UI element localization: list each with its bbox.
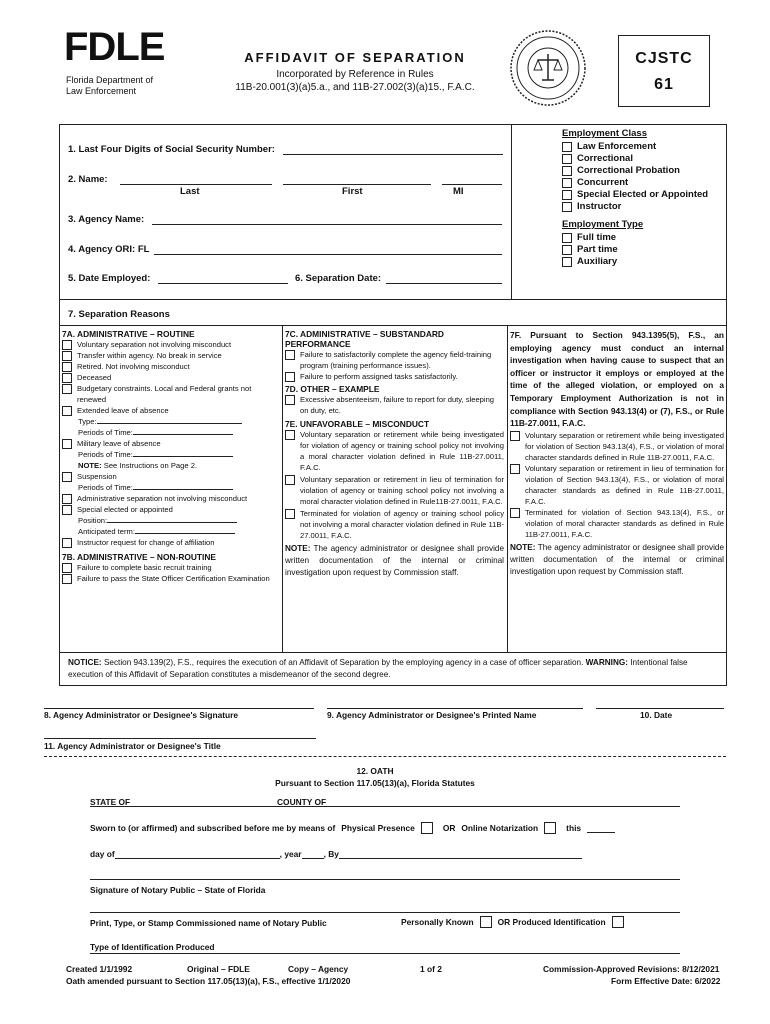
footer-original: Original – FDLE — [187, 964, 250, 974]
transfer-checkbox[interactable] — [62, 351, 72, 361]
7e-voluntary-lieu-checkbox[interactable] — [285, 475, 295, 485]
special-elected-checkbox[interactable] — [562, 190, 572, 200]
admin-separation-checkbox[interactable] — [62, 494, 72, 504]
divider — [59, 325, 727, 326]
date-line[interactable] — [596, 708, 724, 709]
signature-label: 8. Agency Administrator or Designee's Signature — [44, 710, 239, 720]
voluntary-separation-checkbox[interactable] — [62, 340, 72, 350]
employed-label: 5. Date Employed: — [68, 273, 151, 284]
online-notarization-checkbox[interactable] — [544, 822, 556, 834]
7e-terminated-checkbox[interactable] — [285, 509, 295, 519]
divider — [511, 124, 512, 299]
divider — [282, 325, 283, 652]
by-field[interactable] — [339, 850, 582, 859]
physical-presence-checkbox[interactable] — [421, 822, 433, 834]
instructor-affiliation-checkbox[interactable] — [62, 538, 72, 548]
correctional-probation-checkbox[interactable] — [562, 166, 572, 176]
assigned-tasks-checkbox[interactable] — [285, 372, 295, 382]
7f-voluntary-lieu-checkbox[interactable] — [510, 464, 520, 474]
id-type-line[interactable] — [90, 953, 680, 954]
state-seal-icon — [508, 28, 588, 108]
law-enforcement-checkbox[interactable] — [562, 142, 572, 152]
signature-line[interactable] — [44, 708, 314, 709]
agency-label: 3. Agency Name: — [68, 214, 145, 225]
state-county-line[interactable] — [90, 806, 680, 807]
svg-text:FDLE: FDLE — [64, 26, 165, 66]
auxiliary-checkbox[interactable] — [562, 257, 572, 267]
full-time-checkbox[interactable] — [562, 233, 572, 243]
field-training-checkbox[interactable] — [285, 350, 295, 360]
day-row: day of , year , By — [90, 849, 582, 859]
footer-effective: Form Effective Date: 6/2022 — [611, 976, 721, 986]
7f-terminated-checkbox[interactable] — [510, 508, 520, 518]
id-type-label: Type of Identification Produced — [90, 942, 215, 952]
name-label: 2. Name: — [68, 174, 108, 185]
mi-label: MI — [453, 186, 464, 197]
concurrent-checkbox[interactable] — [562, 178, 572, 188]
leave-periods-field[interactable] — [133, 427, 233, 435]
title-label: 11. Agency Administrator or Designee's Title — [44, 741, 221, 751]
position-field[interactable] — [107, 515, 237, 523]
notice: NOTICE: Section 943.139(2), F.S., requires the execution of an Affidavit of Separation by the employing agency in a case of officer separation. WARNING: Intentional false execution of this Affidavit of Separation constitutes a misdemeanor of the second degree. — [68, 658, 688, 679]
military-leave-checkbox[interactable] — [62, 439, 72, 449]
retired-checkbox[interactable] — [62, 362, 72, 372]
oath-separator — [44, 756, 726, 757]
anticipated-term-field[interactable] — [135, 526, 235, 534]
7e-voluntary-investigated-checkbox[interactable] — [285, 430, 295, 440]
divider — [59, 652, 727, 653]
form-code-box: CJSTC 61 — [618, 35, 710, 107]
page-number: 1 of 2 — [420, 964, 442, 974]
special-elected-reason-checkbox[interactable] — [62, 505, 72, 515]
footer-copy: Copy – Agency — [288, 964, 349, 974]
date-label: 10. Date — [640, 710, 673, 720]
sworn-row: Sworn to (or affirmed) and subscribed before me by means of Physical Presence OR Online Notarization this — [90, 822, 615, 834]
budgetary-checkbox[interactable] — [62, 384, 72, 394]
notary-name-label: Print, Type, or Stamp Commissioned name of Notary Public — [90, 918, 327, 928]
7f-voluntary-investigated-checkbox[interactable] — [510, 431, 520, 441]
first-name-field[interactable] — [283, 173, 431, 185]
footer-oath-amended: Oath amended pursuant to Section 117.05(13)(a), F.S., effective 1/1/2020 — [66, 976, 351, 986]
last-label: Last — [180, 186, 200, 197]
org-name: Florida Department of Law Enforcement — [66, 75, 154, 96]
printed-name-label: 9. Agency Administrator or Designee's Printed Name — [327, 710, 537, 720]
first-label: First — [342, 186, 363, 197]
ssn-field[interactable] — [283, 143, 503, 155]
personally-known-checkbox[interactable] — [480, 916, 492, 928]
county-label: COUNTY OF — [277, 797, 327, 807]
employment-class: Employment Class Law Enforcement Correctional Correctional Probation Concurrent Special Elected or Appointed Instructor Employment Type Full time Part time Auxiliary — [562, 128, 709, 267]
leave-type-field[interactable] — [97, 416, 242, 424]
mi-field[interactable] — [442, 173, 502, 185]
column-7c: 7C. ADMINISTRATIVE – SUBSTANDARD PERFORMANCE Failure to satisfactorily complete the agency field-training program (training performance issues). Failure to perform assigned tasks satisfactorily. 7D. OTHER – EXAMPLE Excessive absenteeism, failure to report for duty, sleeping on duty, etc. 7E. UNFAVORABLE – MISCONDUCT Voluntary separation or retirement while being investigated for violation of agency or training school policy not involving a moral character violation defined in Rule 11B-27.0011, F.A.C. Voluntary separation or retirement in lieu of termination for violation of agency or training school policy not involving a moral character violation defined in Rule11B-27.0011, F.A.C. Terminated for violation of agency or training school policy not involving a moral character violation defined in Rule 11B-27.0011, F.A.C. NOTE: The agency administrator or designee shall provide written documentation of the internal or criminal investigation upon request by Commission staff. — [285, 329, 504, 577]
title-line[interactable] — [44, 738, 316, 739]
military-periods-field[interactable] — [133, 449, 233, 457]
divider — [507, 325, 508, 652]
year-field[interactable] — [302, 850, 324, 859]
column-7f: 7F. Pursuant to Section 943.1395(5), F.S., an employing agency must conduct an internal investigation when having cause to suspect that an officer or instructor it employs or employed at the time of the alleged violation, or employed on a Temporary Employment Authorization is not in compliance with Section 943.13(4) or (7), F.S., or Rule 11B-27.0011, F.A.C. Voluntary separation or retirement while being investigated for violation of Section 943.13(4), F.S., or violation of moral character standards defined in Rule 11B-27.0011, F.A.C. Voluntary separation or retirement in lieu of termination for violation of Section 943.13(4), F.S., or violation of moral character standards as defined in Rule 11B-27.0011, F.A.C. Terminated for violation of Section 943.13(4), F.S., or violation of moral character standards as defined in Rule 11B-27.0011, F.A.C. NOTE: The agency administrator or designee shall provide written documentation of the internal or criminal investigation upon request by Commission staff. — [510, 330, 724, 576]
deceased-checkbox[interactable] — [62, 373, 72, 383]
fdle-logo — [64, 26, 182, 66]
notary-signature-label: Signature of Notary Public – State of Florida — [90, 885, 266, 895]
footer-created: Created 1/1/1992 — [66, 964, 133, 974]
printed-name-line[interactable] — [327, 708, 583, 709]
absenteeism-checkbox[interactable] — [285, 395, 295, 405]
suspension-periods-field[interactable] — [133, 482, 233, 490]
title-block: AFFIDAVIT OF SEPARATION Incorporated by Reference in Rules 11B-20.001(3)(a)5.a., and 11B-27.002(3)(a)15., F.A.C. — [225, 50, 485, 93]
id-row: Personally Known OR Produced Identification — [401, 916, 624, 928]
day-field[interactable] — [115, 850, 280, 859]
separation-reasons-title: 7. Separation Reasons — [68, 309, 170, 320]
separation-label: 6. Separation Date: — [295, 273, 382, 284]
notary-name-line[interactable] — [90, 912, 680, 913]
oath-header: 12. OATH Pursuant to Section 117.05(13)(a), Florida Statutes — [275, 766, 475, 788]
separation-field[interactable] — [386, 272, 502, 284]
state-label: STATE OF — [90, 797, 131, 807]
failure-state-exam-checkbox[interactable] — [62, 574, 72, 584]
divider — [59, 299, 727, 300]
column-7a: 7A. ADMINISTRATIVE – ROUTINE Voluntary separation not involving misconduct Transfer within agency. No break in service Retired. Not involving misconduct Deceased Budgetary constraints. Local and Federal grants not renewed Extended leave of absence Type: Periods of Time: Military leave of absence Periods of Time: NOTE: See Instructions on Page 2. Suspension Periods of Time: Administrative separation not involving misconduct Special elected or appointed Position: Anticipated term: Instructor request for change of affiliation 7B. ADMINISTRATIVE – NON-ROUTINE Failure to complete basic recruit training Failure to pass the State Officer Certification Examination — [62, 329, 270, 583]
ori-field[interactable] — [154, 243, 502, 255]
ssn-label: 1. Last Four Digits of Social Security Number: — [68, 144, 275, 155]
page-title: AFFIDAVIT OF SEPARATION — [244, 50, 466, 65]
suspension-checkbox[interactable] — [62, 472, 72, 482]
failure-basic-training-checkbox[interactable] — [62, 563, 72, 573]
extended-leave-checkbox[interactable] — [62, 406, 72, 416]
ori-label: 4. Agency ORI: FL — [68, 244, 150, 255]
instructor-checkbox[interactable] — [562, 202, 572, 212]
footer-revisions: Commission-Approved Revisions: 8/12/2021 — [543, 964, 720, 974]
employed-field[interactable] — [158, 272, 288, 284]
agency-field[interactable] — [152, 213, 502, 225]
this-field[interactable] — [587, 824, 615, 833]
part-time-checkbox[interactable] — [562, 245, 572, 255]
produced-id-checkbox[interactable] — [612, 916, 624, 928]
last-name-field[interactable] — [120, 173, 272, 185]
correctional-checkbox[interactable] — [562, 154, 572, 164]
notary-signature-line[interactable] — [90, 879, 680, 880]
